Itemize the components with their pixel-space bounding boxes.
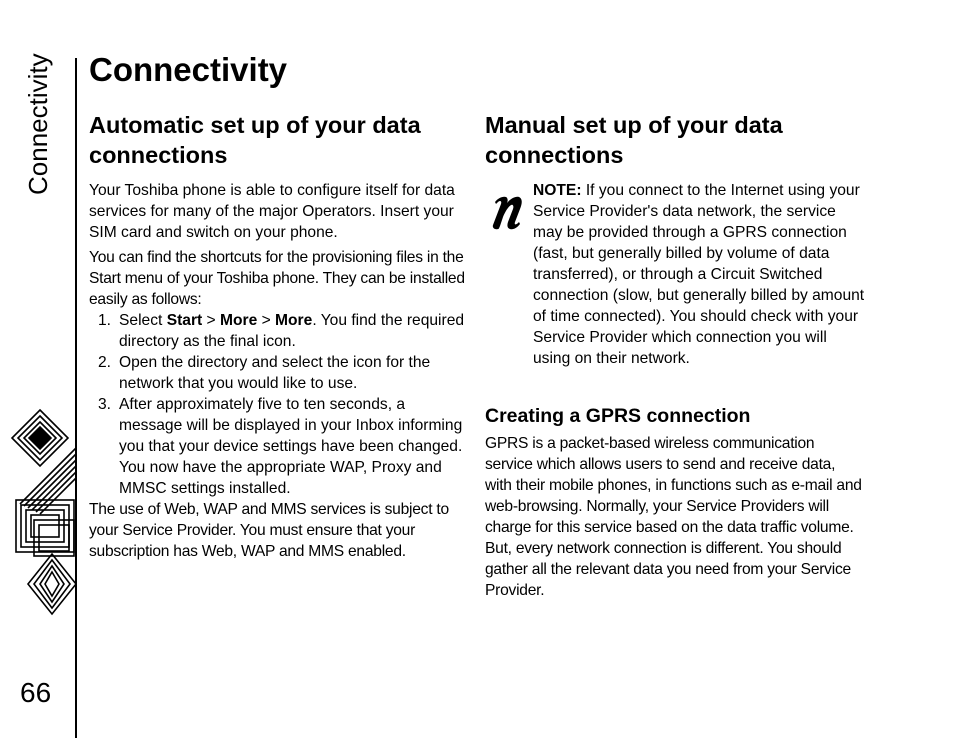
paragraph-gprs: GPRS is a packet-based wireless communication service which allows users to send and receive data, with their mobile phones, in functions such as e-mail and web-browsing. Normally, your Service Providers will charge for this service based on the data traffic volume. But, every network connection is different. You should gather all the relevant data you need from your Service Provider. [485, 435, 862, 599]
steps-list [89, 310, 469, 499]
paragraph-shortcuts: You can find the shortcuts for the provisioning files in the Start menu of your Toshiba phone. They can be installed easily as follows: [89, 249, 465, 308]
step-item [89, 310, 469, 352]
step-number: 3. [98, 396, 112, 413]
side-divider-line [75, 58, 77, 738]
step-number: 2. [98, 354, 112, 371]
step-item [89, 352, 469, 394]
note-block [485, 180, 865, 369]
right-column [485, 110, 865, 601]
menu-term-more: More [275, 312, 313, 329]
paragraph-subscription: The use of Web, WAP and MMS services is subject to your Service Provider. You must ensure that your subscription has Web, WAP and MMS enabled. [89, 501, 449, 560]
left-column [89, 110, 469, 562]
step-separator: > [257, 312, 276, 329]
note-label: NOTE: [533, 182, 582, 199]
note-paragraph [533, 180, 865, 369]
menu-term-more: More [220, 312, 258, 329]
decorative-ornament-icon [10, 408, 78, 624]
step-text: After approximately five to ten seconds, a message will be displayed in your Inbox informing you that your device settings have been changed. You now have the appropriate WAP, Proxy and MMSC settings installed. [119, 396, 463, 497]
note-n-icon [489, 194, 525, 232]
page-title: Connectivity [89, 51, 288, 88]
note-text: If you connect to the Internet using your Service Provider's data network, the service may be provided through a GPRS connection (fast, but generally billed by volume of data transferred), or through a Circuit Switched connection (slow, but generally billed by amount of time connected). You should check with your Service Provider which connection you will using on their network. [533, 182, 865, 367]
step-item [89, 394, 469, 499]
paragraph-configure: Your Toshiba phone is able to configure itself for data services for many of the major Operators. Insert your SIM card and switch on your phone. [89, 182, 455, 241]
step-text: Select [119, 312, 167, 329]
step-separator: > [202, 312, 220, 329]
gprs-subsection [485, 403, 865, 601]
page-number: 66 [20, 677, 52, 708]
menu-term-start: Start [166, 312, 203, 329]
side-section-label: Connectivity [23, 53, 53, 195]
step-text: Open the directory and select the icon for the network that you would like to use. [119, 354, 431, 392]
section-heading-automatic: Automatic set up of your data connections [89, 112, 421, 168]
step-number: 1. [98, 312, 112, 329]
subheading-gprs: Creating a GPRS connection [485, 405, 751, 427]
step-text: . You find the required directory as the final icon. [119, 312, 465, 350]
section-heading-manual: Manual set up of your data connections [485, 112, 783, 168]
